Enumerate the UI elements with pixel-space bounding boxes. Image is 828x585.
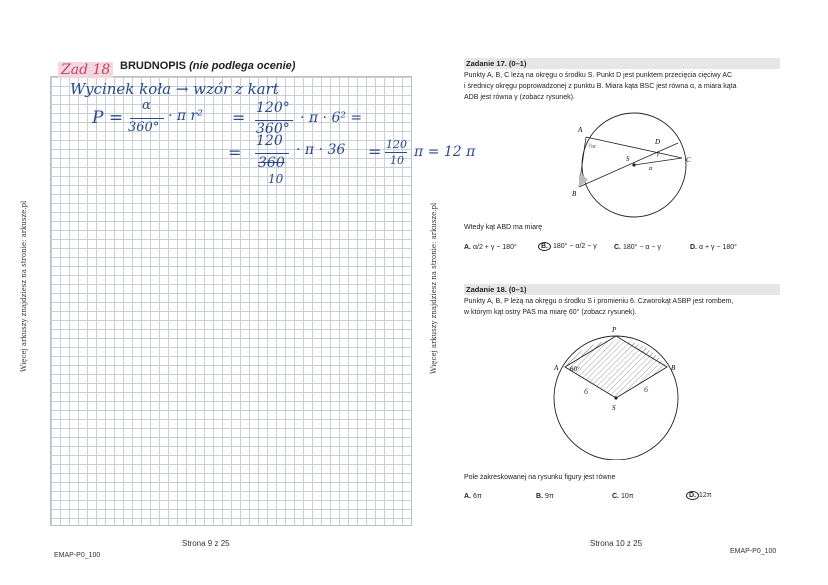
task17-option-d[interactable] [690, 244, 737, 251]
option-value: 9π [544, 493, 554, 500]
hw-alpha: α [142, 98, 151, 113]
option-value: 10π [620, 493, 634, 500]
task17-question: Wtedy kąt ABD ma miarę [464, 224, 543, 231]
option-value: 180° − α/2 − γ [552, 243, 597, 250]
label-alpha: α [649, 166, 653, 172]
hw-eq-2: = [228, 143, 242, 162]
footer-code-left: EMAP-P0_100 [54, 552, 101, 559]
task17-figure [554, 110, 714, 220]
hw-frac1-den: 360° [256, 121, 290, 137]
draft-note: (nie podlega ocenie) [189, 60, 296, 72]
label-half-alpha: ½α [588, 144, 596, 150]
task18-option-d[interactable] [686, 492, 712, 499]
hw-pi-62: · π · 6² = [300, 110, 363, 126]
option-value: α + γ − 180° [698, 244, 737, 251]
label-b: B [572, 190, 577, 198]
task17-option-c[interactable] [614, 244, 661, 251]
label-b: B [671, 364, 676, 372]
right-page [414, 0, 828, 585]
task-label-handwritten: Zad 18 [58, 62, 113, 78]
center-s-dot [614, 396, 617, 399]
hw-eq-3: = [368, 142, 382, 161]
task17-text-line3: ADB jest równa γ (zobacz rysunek). [464, 94, 575, 101]
label-six-right: 6 [644, 385, 648, 394]
task18-title: Zadanie 18. (0–1) [464, 284, 780, 295]
option-letter: D. [690, 244, 697, 251]
hw-fraction-bar-4 [385, 152, 407, 153]
task18-option-a[interactable] [464, 493, 482, 500]
task18-question: Pole zakreskowanej na rysunku figury jest równe [464, 474, 616, 481]
task17-text-line2: i średnicy okręgu poprowadzonej z punktu B. Miara kąta BSC jest równa α, a miara kąta [464, 83, 737, 90]
center-s-dot [632, 163, 635, 166]
task18-text-line2: w którym kąt ostry PAS ma miarę 60° (zobacz rysunek). [464, 309, 637, 316]
option-letter: B. [536, 493, 543, 500]
hw-frac2-num: 120 [256, 133, 283, 149]
label-60deg: 60° [570, 366, 580, 373]
option-value: 180° − α − γ [622, 244, 661, 251]
task18-option-b[interactable] [536, 493, 554, 500]
footer-page-left: Strona 9 z 25 [182, 539, 230, 548]
rhombus-asbp [565, 336, 667, 398]
draft-title: BRUDNOPIS [120, 60, 187, 72]
hw-360: 360° [128, 120, 160, 135]
task17-text [464, 70, 784, 103]
task17-text-line1: Punkty A, B, C leżą na okręgu o środku S. Punkt D jest punktem przecięcia cięciwy AC [464, 72, 733, 79]
option-letter: A. [464, 493, 471, 500]
label-gamma: γ [657, 151, 660, 157]
label-s: S [626, 155, 630, 163]
task17-title: Zadanie 17. (0–1) [464, 58, 780, 69]
label-c: C [686, 156, 691, 164]
hw-result: π = 12 π [414, 144, 476, 160]
option-letter: C. [614, 244, 621, 251]
label-p: P [612, 326, 617, 334]
hw-den-reduced: 10 [268, 172, 284, 186]
vertical-note-right: Więcej arkuszy znajdziesz na stronie: arkusze.pl [430, 202, 438, 374]
option-value: 12π [699, 492, 712, 499]
option-letter-selected: B. [538, 242, 551, 251]
option-value: α/2 + γ − 180° [472, 244, 517, 251]
option-letter: C. [612, 493, 619, 500]
hw-frac2-den: 360 [258, 155, 285, 171]
hw-formula-p: P = [92, 108, 124, 128]
label-s: S [612, 404, 616, 412]
label-d: D [655, 138, 661, 146]
task18-text-line1: Punkty A, B, P leżą na okręgu o środku S i promieniu 6. Czworokąt ASBP jest rombem, [464, 298, 734, 305]
vertical-note-left: Więcej arkuszy znajdziesz na stronie: arkusze.pl [20, 200, 28, 372]
hw-frac3-num: 120 [386, 138, 407, 151]
footer-code-right: EMAP-P0_100 [730, 548, 777, 555]
hw-pi-36: · π · 36 [296, 142, 346, 158]
task18-figure [544, 320, 694, 460]
label-six-left: 6 [584, 387, 588, 396]
option-value: 6π [472, 493, 482, 500]
draft-header [120, 60, 295, 72]
hw-frac3-den: 10 [390, 154, 404, 167]
task17-option-b[interactable] [538, 243, 597, 250]
hw-fraction-bar-3 [255, 153, 289, 154]
option-letter: A. [464, 244, 471, 251]
hw-pi-r2: · π r² [168, 108, 203, 124]
handwritten-line-1: Wycinek koła → wzór z kart [70, 80, 279, 98]
task18-text [464, 296, 784, 318]
hw-frac1-num: 120° [256, 100, 290, 116]
task17-option-a[interactable] [464, 244, 517, 251]
label-a: A [578, 126, 583, 134]
hw-fraction-bar-1 [130, 118, 164, 119]
option-letter-selected: D. [686, 491, 699, 500]
hw-eq: = [232, 108, 246, 127]
footer-page-right: Strona 10 z 25 [590, 539, 643, 548]
label-a: A [554, 364, 559, 372]
task18-option-c[interactable] [612, 493, 634, 500]
